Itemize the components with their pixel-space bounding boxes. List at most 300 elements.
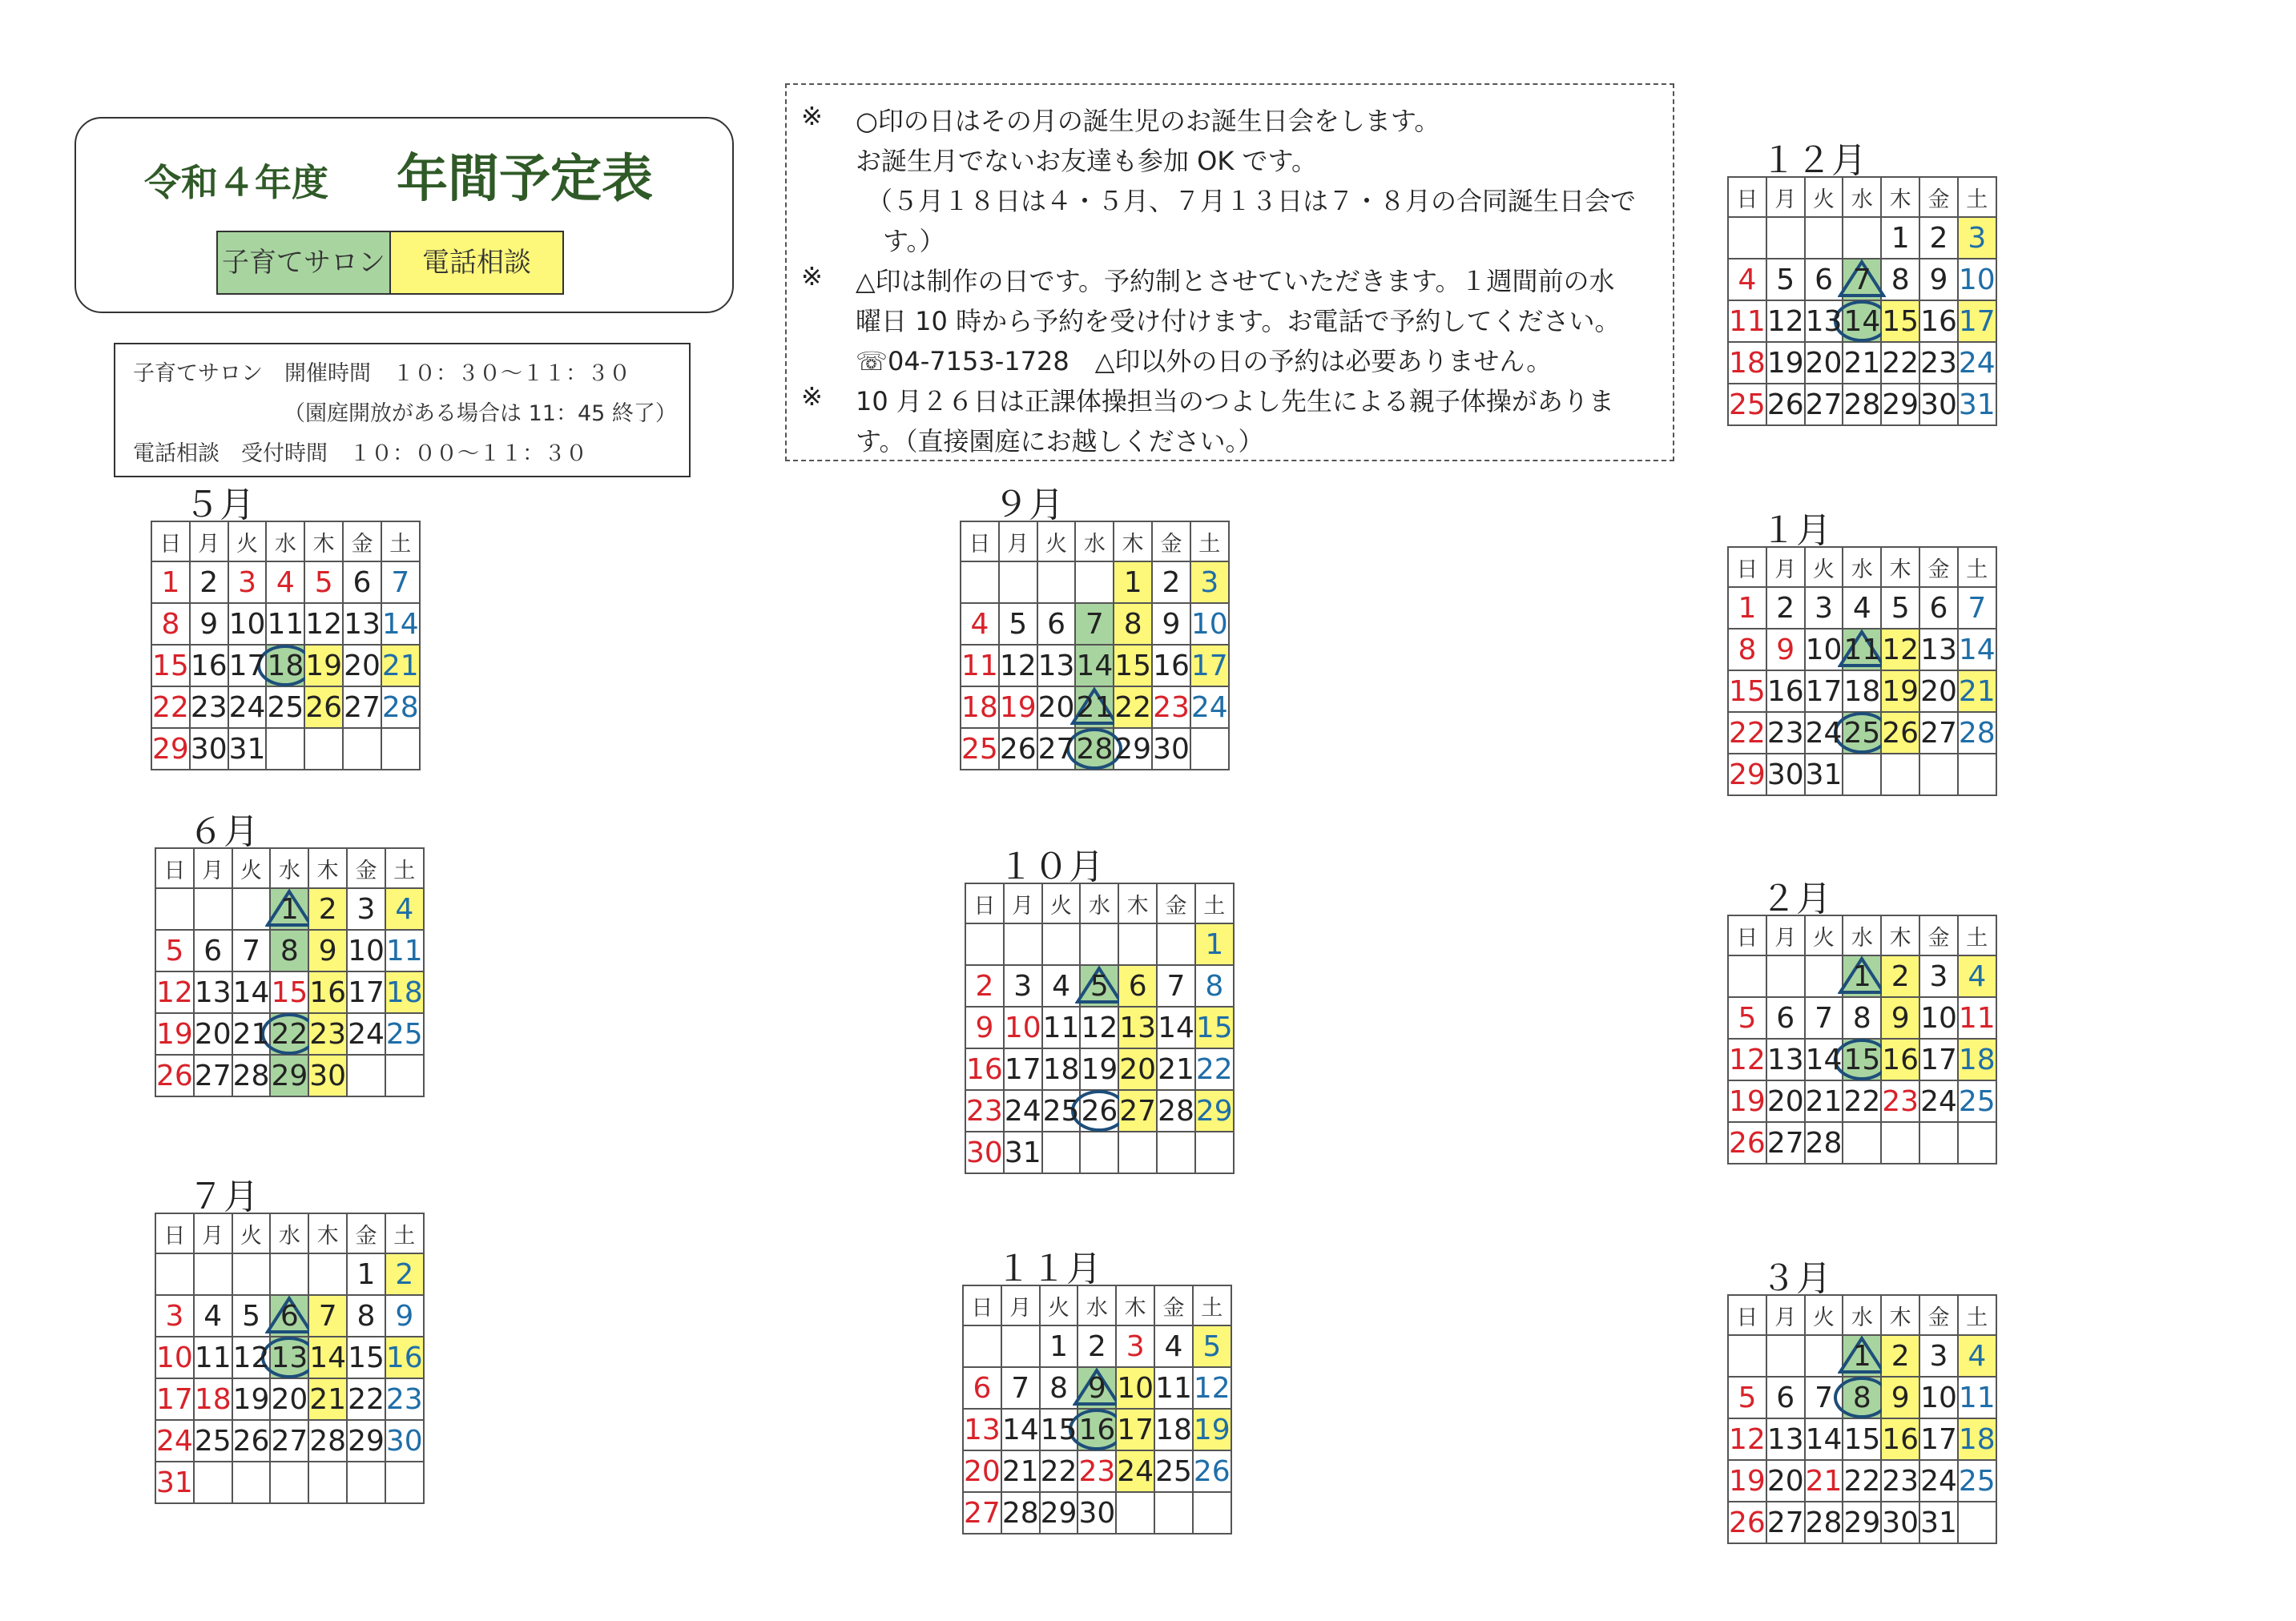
day-number: 8 bbox=[1123, 607, 1142, 641]
empty-day-cell bbox=[1154, 1492, 1193, 1534]
day-cell bbox=[1728, 712, 1766, 754]
day-cell bbox=[1190, 603, 1229, 645]
salon-hours-note: （園庭開放がある場合は 11：45 終了） bbox=[284, 401, 677, 426]
day-number: 10 bbox=[228, 607, 266, 641]
day-cell bbox=[1843, 1377, 1881, 1418]
empty-day-cell bbox=[1001, 1325, 1040, 1367]
day-number: 12 bbox=[999, 649, 1037, 682]
day-cell bbox=[266, 561, 304, 603]
day-cell bbox=[1728, 670, 1766, 712]
day-number: 21 bbox=[1076, 690, 1114, 724]
day-cell bbox=[1042, 1048, 1081, 1090]
day-number: 3 bbox=[1929, 1339, 1948, 1373]
day-cell bbox=[1843, 1502, 1881, 1543]
day-number: 4 bbox=[203, 1299, 223, 1333]
week-row bbox=[155, 1378, 424, 1420]
day-number: 18 bbox=[1958, 1422, 1996, 1456]
day-number: 6 bbox=[1128, 969, 1147, 1003]
day-number: 4 bbox=[970, 607, 989, 641]
day-number: 2 bbox=[395, 1257, 414, 1291]
day-number: 4 bbox=[1164, 1329, 1183, 1363]
day-cell bbox=[1805, 1039, 1843, 1080]
week-row bbox=[1728, 754, 1996, 795]
day-number: 22 bbox=[1843, 1464, 1881, 1498]
weekday-header: 水 bbox=[266, 521, 304, 561]
day-number: 9 bbox=[1929, 263, 1948, 296]
day-number: 5 bbox=[1738, 1381, 1757, 1414]
weekday-header: 日 bbox=[1728, 915, 1766, 955]
day-cell bbox=[1958, 1377, 1996, 1418]
day-cell bbox=[961, 603, 999, 645]
day-cell bbox=[381, 686, 420, 728]
day-cell bbox=[1805, 1502, 1843, 1543]
day-cell bbox=[1881, 1377, 1919, 1418]
day-cell bbox=[1728, 300, 1766, 342]
empty-day-cell bbox=[385, 1462, 424, 1503]
day-number: 16 bbox=[1153, 649, 1190, 682]
weekday-header: 水 bbox=[1843, 915, 1881, 955]
day-number: 18 bbox=[1042, 1052, 1080, 1086]
day-cell bbox=[270, 930, 308, 971]
week-row bbox=[963, 1450, 1231, 1492]
day-cell bbox=[965, 965, 1004, 1007]
empty-day-cell bbox=[1766, 217, 1805, 259]
day-number: 22 bbox=[1729, 716, 1766, 750]
day-cell bbox=[1728, 1039, 1766, 1080]
day-number: 20 bbox=[1037, 690, 1075, 724]
day-number: 2 bbox=[318, 892, 337, 926]
note-line: ☏04-7153-1728 △印以外の日の予約は必要ありません。 bbox=[856, 346, 1553, 376]
day-number: 31 bbox=[156, 1466, 193, 1499]
day-cell bbox=[1919, 217, 1958, 259]
weekday-header: 火 bbox=[232, 1213, 271, 1253]
day-cell bbox=[347, 1013, 385, 1055]
day-cell bbox=[270, 1420, 308, 1462]
day-number: 22 bbox=[1040, 1454, 1078, 1488]
day-cell bbox=[194, 1420, 232, 1462]
weekday-header-row bbox=[1728, 1295, 1996, 1335]
empty-day-cell bbox=[1195, 1132, 1234, 1173]
weekday-header: 木 bbox=[1881, 547, 1919, 587]
day-cell bbox=[1881, 1335, 1919, 1377]
day-number: 30 bbox=[190, 732, 228, 766]
day-number: 21 bbox=[381, 649, 419, 682]
day-number: 12 bbox=[305, 607, 343, 641]
day-number: 4 bbox=[1738, 263, 1757, 296]
empty-day-cell bbox=[1190, 728, 1229, 770]
day-cell bbox=[1766, 629, 1805, 670]
weekday-header: 水 bbox=[1075, 521, 1114, 561]
day-number: 13 bbox=[1766, 1043, 1804, 1076]
day-cell bbox=[1843, 955, 1881, 997]
day-cell bbox=[1881, 587, 1919, 629]
weekday-header: 水 bbox=[1078, 1285, 1116, 1325]
day-cell bbox=[270, 1295, 308, 1337]
day-cell bbox=[1881, 712, 1919, 754]
day-cell bbox=[1766, 670, 1805, 712]
weekday-header: 日 bbox=[151, 521, 190, 561]
day-number: 5 bbox=[1202, 1329, 1222, 1363]
month-label: １月 bbox=[1761, 510, 1831, 551]
day-number: 5 bbox=[1090, 969, 1109, 1003]
week-row bbox=[965, 1090, 1234, 1132]
day-cell bbox=[266, 603, 304, 645]
day-number: 25 bbox=[1729, 388, 1766, 421]
day-number: 19 bbox=[1193, 1413, 1231, 1446]
month-label: ６月 bbox=[188, 811, 259, 852]
day-cell bbox=[1728, 587, 1766, 629]
note-mark: ※ bbox=[801, 101, 823, 131]
weekday-header: 日 bbox=[1728, 177, 1766, 217]
day-cell bbox=[228, 561, 267, 603]
day-cell bbox=[155, 1295, 194, 1337]
day-number: 20 bbox=[1766, 1464, 1804, 1498]
day-number: 10 bbox=[1117, 1371, 1154, 1405]
day-cell bbox=[1919, 1080, 1958, 1122]
note-line: お誕生月でないお友達も参加 OK です。 bbox=[856, 146, 1317, 176]
day-number: 23 bbox=[190, 690, 228, 724]
day-cell bbox=[999, 686, 1037, 728]
day-cell bbox=[1728, 1122, 1766, 1164]
day-cell bbox=[1805, 342, 1843, 384]
day-cell bbox=[1157, 1048, 1195, 1090]
day-cell bbox=[228, 603, 267, 645]
day-number: 7 bbox=[1166, 969, 1186, 1003]
day-cell bbox=[308, 1295, 347, 1337]
day-cell bbox=[232, 1055, 271, 1096]
day-number: 11 bbox=[1843, 633, 1881, 666]
day-cell bbox=[1843, 670, 1881, 712]
day-cell bbox=[347, 971, 385, 1013]
day-cell bbox=[965, 1007, 1004, 1048]
day-number: 8 bbox=[1738, 633, 1757, 666]
day-cell bbox=[1118, 965, 1157, 1007]
day-cell bbox=[304, 561, 343, 603]
weekday-header: 木 bbox=[1881, 1295, 1919, 1335]
day-number: 28 bbox=[1805, 1126, 1843, 1160]
day-number: 16 bbox=[309, 975, 347, 1009]
day-number: 10 bbox=[1920, 1381, 1957, 1414]
day-cell bbox=[1919, 997, 1958, 1039]
day-number: 14 bbox=[381, 607, 419, 641]
day-number: 26 bbox=[1882, 716, 1919, 750]
empty-day-cell bbox=[1881, 754, 1919, 795]
day-number: 1 bbox=[1852, 1339, 1871, 1373]
weekday-header: 木 bbox=[308, 1213, 347, 1253]
weekday-header: 土 bbox=[1958, 547, 1996, 587]
day-number: 12 bbox=[156, 975, 193, 1009]
day-cell bbox=[1193, 1325, 1231, 1367]
day-cell bbox=[270, 888, 308, 930]
day-cell bbox=[1919, 384, 1958, 425]
day-cell bbox=[1004, 1132, 1042, 1173]
day-cell bbox=[1728, 1502, 1766, 1543]
day-cell bbox=[155, 1337, 194, 1378]
day-number: 14 bbox=[1843, 304, 1881, 338]
day-number: 5 bbox=[165, 934, 184, 967]
calendar-grid bbox=[1727, 546, 1997, 796]
day-number: 29 bbox=[152, 732, 189, 766]
weekday-header: 水 bbox=[1843, 547, 1881, 587]
day-number: 28 bbox=[1076, 732, 1114, 766]
day-cell bbox=[1805, 1080, 1843, 1122]
week-row bbox=[155, 1337, 424, 1378]
day-number: 12 bbox=[1729, 1422, 1766, 1456]
day-cell bbox=[1919, 259, 1958, 300]
day-number: 9 bbox=[395, 1299, 414, 1333]
day-cell bbox=[1919, 587, 1958, 629]
day-number: 28 bbox=[1158, 1094, 1194, 1128]
day-cell bbox=[1766, 1502, 1805, 1543]
day-number: 8 bbox=[356, 1299, 376, 1333]
day-number: 3 bbox=[1013, 969, 1033, 1003]
day-number: 5 bbox=[1009, 607, 1028, 641]
day-cell bbox=[1766, 1080, 1805, 1122]
day-cell bbox=[1843, 1418, 1881, 1460]
weekday-header: 金 bbox=[1919, 915, 1958, 955]
day-cell bbox=[1766, 1460, 1805, 1502]
day-number: 13 bbox=[1037, 649, 1075, 682]
day-cell bbox=[1843, 1460, 1881, 1502]
day-number: 30 bbox=[1766, 758, 1804, 791]
day-cell bbox=[1154, 1450, 1193, 1492]
day-number: 22 bbox=[348, 1382, 385, 1416]
day-number: 13 bbox=[1119, 1011, 1157, 1044]
day-number: 3 bbox=[356, 892, 376, 926]
day-cell bbox=[1114, 645, 1152, 686]
day-number: 17 bbox=[156, 1382, 193, 1416]
weekday-header-row bbox=[965, 883, 1234, 923]
day-cell bbox=[1766, 1377, 1805, 1418]
day-cell bbox=[1766, 384, 1805, 425]
day-number: 11 bbox=[1958, 1381, 1996, 1414]
day-number: 17 bbox=[1805, 674, 1843, 708]
day-cell bbox=[1080, 965, 1118, 1007]
weekday-header-row bbox=[1728, 547, 1996, 587]
day-cell bbox=[1193, 1450, 1231, 1492]
day-cell bbox=[1843, 1080, 1881, 1122]
day-number: 19 bbox=[232, 1382, 270, 1416]
day-cell bbox=[308, 1378, 347, 1420]
day-number: 15 bbox=[1114, 649, 1152, 682]
weekday-header-row bbox=[1728, 177, 1996, 217]
day-number: 30 bbox=[385, 1424, 423, 1458]
day-number: 22 bbox=[1195, 1052, 1233, 1086]
day-cell bbox=[999, 728, 1037, 770]
week-row bbox=[963, 1409, 1231, 1450]
day-cell bbox=[347, 1378, 385, 1420]
day-cell bbox=[270, 1378, 308, 1420]
day-cell bbox=[1958, 1080, 1996, 1122]
week-row bbox=[1728, 1080, 1996, 1122]
day-cell bbox=[961, 645, 999, 686]
day-number: 18 bbox=[385, 975, 423, 1009]
day-number: 5 bbox=[1776, 263, 1795, 296]
weekday-header-row bbox=[155, 1213, 424, 1253]
day-number: 1 bbox=[1738, 591, 1757, 625]
day-number: 25 bbox=[267, 690, 304, 724]
day-cell bbox=[963, 1450, 1001, 1492]
day-cell bbox=[1004, 965, 1042, 1007]
day-cell bbox=[1004, 1090, 1042, 1132]
day-number: 15 bbox=[1843, 1043, 1881, 1076]
day-cell bbox=[1114, 561, 1152, 603]
day-number: 14 bbox=[1158, 1011, 1194, 1044]
day-cell bbox=[1843, 384, 1881, 425]
day-cell bbox=[1728, 997, 1766, 1039]
day-number: 25 bbox=[1155, 1454, 1192, 1488]
weekday-header: 土 bbox=[1958, 177, 1996, 217]
day-number: 24 bbox=[1920, 1464, 1957, 1498]
day-number: 25 bbox=[1843, 716, 1881, 750]
weekday-header: 金 bbox=[1919, 1295, 1958, 1335]
day-cell bbox=[385, 930, 424, 971]
day-cell bbox=[1958, 217, 1996, 259]
calendar-grid bbox=[155, 1213, 425, 1504]
day-number: 27 bbox=[344, 690, 381, 724]
day-cell bbox=[1152, 645, 1190, 686]
day-cell bbox=[308, 1013, 347, 1055]
day-number: 17 bbox=[228, 649, 266, 682]
day-number: 17 bbox=[1958, 304, 1996, 338]
empty-day-cell bbox=[232, 888, 271, 930]
day-cell bbox=[1080, 1048, 1118, 1090]
day-cell bbox=[1919, 670, 1958, 712]
empty-day-cell bbox=[1881, 1122, 1919, 1164]
day-number: 17 bbox=[1004, 1052, 1041, 1086]
day-number: 11 bbox=[385, 934, 423, 967]
day-number: 22 bbox=[1843, 1084, 1881, 1118]
day-number: 23 bbox=[1920, 346, 1957, 380]
weekday-header-row bbox=[151, 521, 420, 561]
day-cell bbox=[1881, 1039, 1919, 1080]
title-box bbox=[75, 117, 734, 313]
day-cell bbox=[304, 603, 343, 645]
notes-box bbox=[785, 83, 1674, 461]
day-cell bbox=[963, 1492, 1001, 1534]
week-row bbox=[965, 1132, 1234, 1173]
day-cell bbox=[961, 686, 999, 728]
week-row bbox=[155, 1253, 424, 1295]
day-number: 27 bbox=[1037, 732, 1075, 766]
day-number: 23 bbox=[1766, 716, 1804, 750]
empty-day-cell bbox=[1958, 754, 1996, 795]
day-number: 1 bbox=[280, 892, 299, 926]
day-number: 2 bbox=[975, 969, 994, 1003]
day-number: 16 bbox=[1920, 304, 1957, 338]
weekday-header-row bbox=[961, 521, 1229, 561]
day-cell bbox=[1116, 1450, 1154, 1492]
day-number: 18 bbox=[1958, 1043, 1996, 1076]
day-cell bbox=[1118, 1007, 1157, 1048]
week-row bbox=[965, 1048, 1234, 1090]
weekday-header: 木 bbox=[1114, 521, 1152, 561]
empty-day-cell bbox=[1004, 923, 1042, 965]
empty-day-cell bbox=[999, 561, 1037, 603]
day-number: 8 bbox=[1205, 969, 1224, 1003]
day-cell bbox=[385, 1295, 424, 1337]
week-row bbox=[151, 728, 420, 770]
week-row bbox=[963, 1325, 1231, 1367]
weekday-header: 月 bbox=[194, 1213, 232, 1253]
week-row bbox=[155, 1055, 424, 1096]
day-cell bbox=[1040, 1367, 1078, 1409]
day-number: 3 bbox=[165, 1299, 184, 1333]
day-number: 16 bbox=[966, 1052, 1003, 1086]
day-cell bbox=[194, 1055, 232, 1096]
day-number: 21 bbox=[309, 1382, 347, 1416]
day-cell bbox=[190, 686, 228, 728]
day-cell bbox=[1190, 561, 1229, 603]
day-cell bbox=[1805, 1122, 1843, 1164]
empty-day-cell bbox=[1958, 1502, 1996, 1543]
day-cell bbox=[228, 686, 267, 728]
day-cell bbox=[232, 971, 271, 1013]
weekday-header: 日 bbox=[155, 848, 194, 888]
day-cell bbox=[1843, 300, 1881, 342]
day-cell bbox=[1195, 1048, 1234, 1090]
day-number: 10 bbox=[348, 934, 385, 967]
week-row bbox=[1728, 1122, 1996, 1164]
day-cell bbox=[1958, 629, 1996, 670]
week-row bbox=[961, 561, 1229, 603]
day-number: 21 bbox=[232, 1017, 270, 1051]
day-number: 14 bbox=[1805, 1043, 1843, 1076]
weekday-header: 火 bbox=[1037, 521, 1076, 561]
empty-day-cell bbox=[1843, 754, 1881, 795]
day-number: 12 bbox=[1193, 1371, 1231, 1405]
day-number: 18 bbox=[194, 1382, 232, 1416]
day-number: 2 bbox=[1891, 959, 1910, 993]
empty-day-cell bbox=[1157, 923, 1195, 965]
day-cell bbox=[1881, 997, 1919, 1039]
day-number: 20 bbox=[964, 1454, 1001, 1488]
day-cell bbox=[347, 1253, 385, 1295]
day-number: 1 bbox=[1205, 927, 1224, 961]
day-cell bbox=[1881, 384, 1919, 425]
month-label: ５月 bbox=[184, 485, 255, 525]
empty-day-cell bbox=[1728, 217, 1766, 259]
day-number: 9 bbox=[1891, 1001, 1910, 1035]
day-cell bbox=[1766, 259, 1805, 300]
day-number: 15 bbox=[1843, 1422, 1881, 1456]
weekday-header: 木 bbox=[1881, 915, 1919, 955]
day-cell bbox=[1118, 1090, 1157, 1132]
day-number: 4 bbox=[1968, 1339, 1987, 1373]
month-label: １０月 bbox=[998, 847, 1104, 887]
note-line: ○印の日はその月の誕生児のお誕生日会をします。 bbox=[856, 106, 1440, 136]
day-cell bbox=[232, 1295, 271, 1337]
day-number: 24 bbox=[1958, 346, 1996, 380]
week-row bbox=[963, 1492, 1231, 1534]
day-cell bbox=[381, 603, 420, 645]
day-number: 10 bbox=[1190, 607, 1228, 641]
day-cell bbox=[1116, 1367, 1154, 1409]
day-number: 21 bbox=[1843, 346, 1881, 380]
day-cell bbox=[963, 1367, 1001, 1409]
day-number: 19 bbox=[156, 1017, 193, 1051]
day-cell bbox=[1919, 1335, 1958, 1377]
day-cell bbox=[343, 603, 381, 645]
week-row bbox=[1728, 955, 1996, 997]
month-label: ２月 bbox=[1761, 879, 1831, 919]
day-number: 8 bbox=[1852, 1001, 1871, 1035]
weekday-header: 木 bbox=[304, 521, 343, 561]
week-row bbox=[963, 1367, 1231, 1409]
day-cell bbox=[1040, 1492, 1078, 1534]
day-cell bbox=[190, 728, 228, 770]
day-number: 25 bbox=[1042, 1094, 1080, 1128]
